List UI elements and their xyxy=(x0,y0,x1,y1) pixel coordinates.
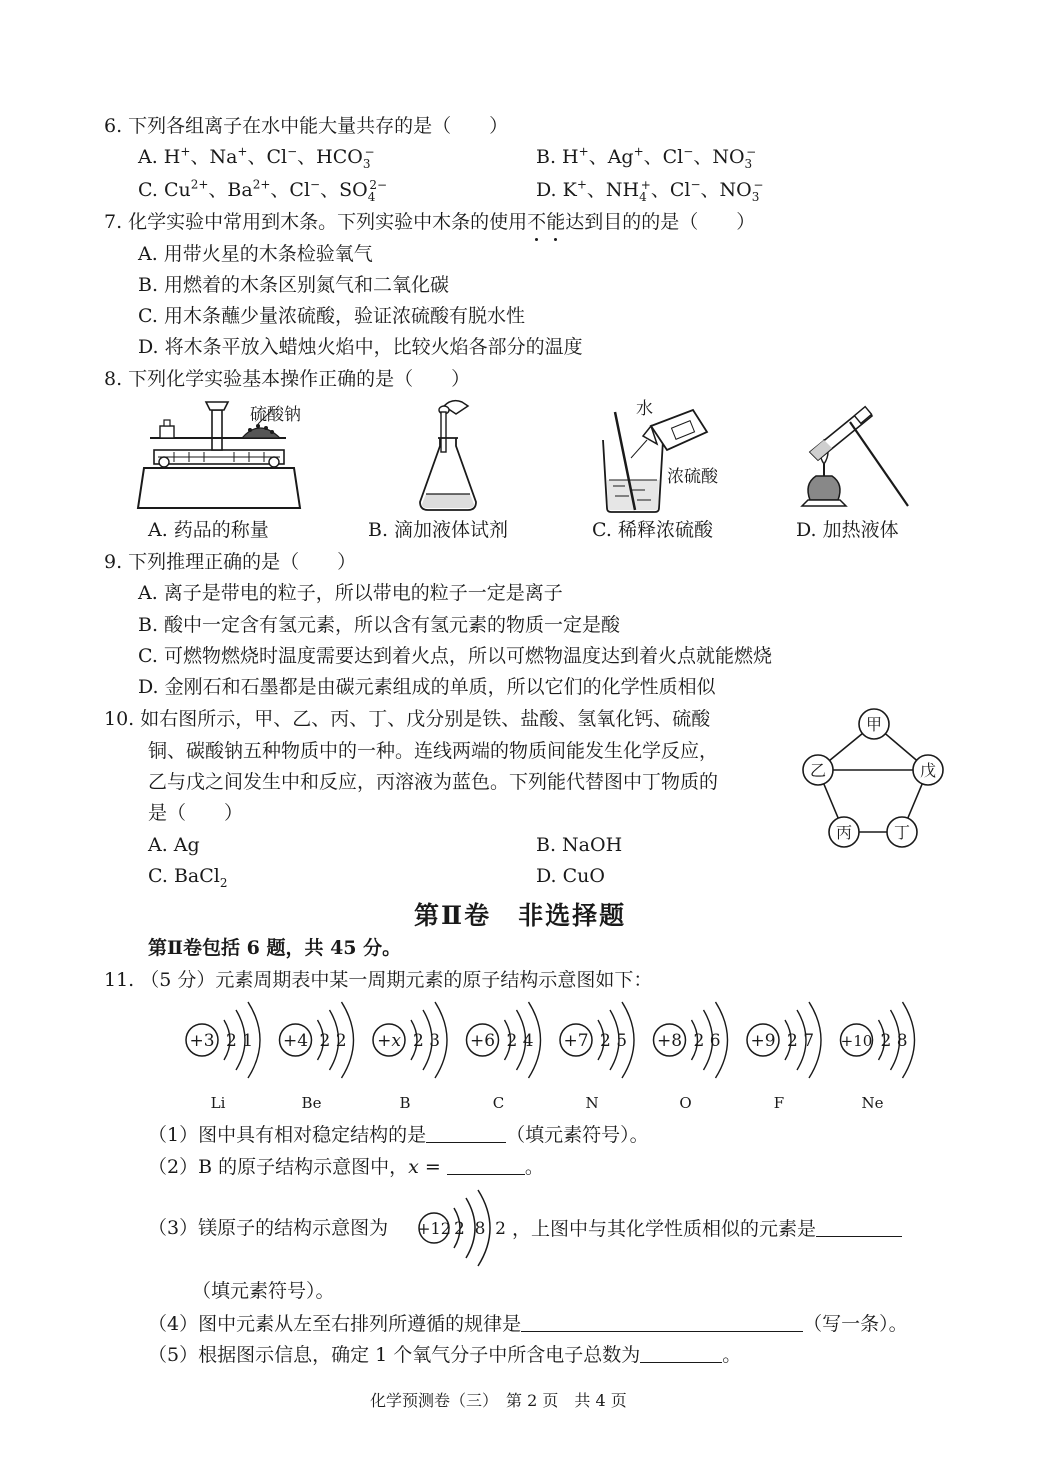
atom-ne xyxy=(841,1002,915,1112)
node-jia: 甲 xyxy=(865,715,883,734)
q7-stem: 7. 化学实验中常用到木条。下列实验中木条的使用不能达到目的的是（ ） xyxy=(104,211,756,233)
element-symbol: O xyxy=(679,1094,692,1112)
sub1-blank[interactable] xyxy=(426,1122,506,1143)
conc-acid-label: 浓硫酸 xyxy=(667,467,718,487)
pentagon-diagram xyxy=(800,704,950,854)
q10-option-d: D. CuO xyxy=(536,865,605,887)
nucleus-charge: +7 xyxy=(563,1031,589,1051)
atom-li xyxy=(186,1002,260,1112)
q10-line-3: 乙与戊之间发生中和反应，丙溶液为蓝色。下列能代替图中丁物质的 xyxy=(148,771,719,793)
electron-count: 2 7 xyxy=(787,1031,815,1051)
node-ding: 丁 xyxy=(893,823,911,842)
atom-f xyxy=(747,1002,821,1112)
element-symbol: N xyxy=(585,1094,599,1112)
section-intro: 第Ⅱ卷包括 6 题，共 45 分。 xyxy=(148,937,402,959)
nucleus-charge: +8 xyxy=(656,1031,683,1051)
node-wu: 戊 xyxy=(919,761,937,780)
electron-count: 2 8 xyxy=(880,1031,908,1051)
atom-c xyxy=(467,1002,541,1112)
electron-count: 2 6 xyxy=(693,1031,721,1051)
q8-option-d: D. 加热液体 xyxy=(796,519,899,541)
q11-sub3-pre: （3）镁原子的结构示意图为 xyxy=(148,1217,389,1239)
element-symbol: F xyxy=(773,1094,785,1112)
nucleus-charge: +6 xyxy=(469,1031,496,1051)
element-symbol: Li xyxy=(210,1094,226,1112)
nucleus-charge: +x xyxy=(377,1031,401,1051)
q10-option-c: C. BaCl$_2$ xyxy=(148,865,228,890)
node-yi: 乙 xyxy=(809,761,827,780)
sodium-sulfate-label: 硫酸钠 xyxy=(250,405,301,425)
q11-sub2: （2）B 的原子结构示意图中，x = 。 xyxy=(148,1156,544,1178)
q8-option-c: C. 稀释浓硫酸 xyxy=(592,519,713,541)
mg-electrons: 2 8 2 xyxy=(454,1219,506,1239)
element-symbol: C xyxy=(492,1094,505,1112)
electron-count: 2 1 xyxy=(226,1031,254,1051)
q10-option-a: A. Ag xyxy=(148,834,200,856)
atom-o xyxy=(654,1002,728,1112)
nucleus-charge: +10 xyxy=(840,1032,873,1050)
sub3-blank[interactable] xyxy=(816,1216,902,1237)
q7-option-a: A. 用带火星的木条检验氧气 xyxy=(138,243,373,265)
q6-option-a: A. H+、Na+、Cl−、$HCO_3^-$ xyxy=(138,144,375,171)
q10-line-2: 铜、碳酸钠五种物质中的一种。连线两端的物质间能发生化学反应， xyxy=(148,740,719,762)
electron-count: 2 3 xyxy=(413,1031,441,1051)
q6-option-d: D. K+、$NH_4^+$、Cl−、$NO_3^-$ xyxy=(536,177,764,204)
q6-option-b: B. H+、Ag+、Cl−、$NO_3^-$ xyxy=(536,144,757,171)
sub5-blank[interactable] xyxy=(640,1342,722,1363)
q10-line-1: 10. 如右图所示，甲、乙、丙、丁、戊分别是铁、盐酸、氢氧化钙、硫酸 xyxy=(104,708,711,730)
electron-count: 2 4 xyxy=(506,1031,534,1051)
electron-count: 2 2 xyxy=(319,1031,347,1051)
q7-option-c: C. 用木条蘸少量浓硫酸，验证浓硫酸有脱水性 xyxy=(138,305,525,327)
dilution-figure xyxy=(595,396,725,516)
q7-option-d: D. 将木条平放入蜡烛火焰中，比较火焰各部分的温度 xyxy=(138,336,583,358)
sub4-blank[interactable] xyxy=(521,1311,803,1332)
q11-sub5: （5）根据图示信息，确定 1 个氧气分子中所含电子总数为 。 xyxy=(148,1344,742,1366)
page-footer: 化学预测卷（三） 第 2 页 共 4 页 xyxy=(370,1391,627,1410)
atom-b xyxy=(373,1002,447,1112)
q10-line-4: 是（ ） xyxy=(148,802,244,824)
q11-sub3-post: ，上图中与其化学性质相似的元素是 xyxy=(512,1216,902,1241)
node-bing: 丙 xyxy=(835,823,853,842)
dropper-flask-figure xyxy=(412,398,492,516)
mg-atom-diagram xyxy=(414,1186,510,1272)
sub2-blank[interactable] xyxy=(447,1154,525,1175)
nucleus-charge: +9 xyxy=(750,1031,776,1051)
q11-sub1: （1）图中具有相对稳定结构的是 （填元素符号）。 xyxy=(148,1124,649,1146)
q6-stem: 6. 下列各组离子在水中能大量共存的是（ ） xyxy=(104,115,509,137)
q9-stem: 9. 下列推理正确的是（ ） xyxy=(104,551,357,573)
mg-nucleus: +12 xyxy=(417,1219,451,1238)
q9-option-d: D. 金刚石和石墨都是由碳元素组成的单质，所以它们的化学性质相似 xyxy=(138,676,716,698)
q9-option-a: A. 离子是带电的粒子，所以带电的粒子一定是离子 xyxy=(138,582,563,604)
q8-option-a: A. 药品的称量 xyxy=(148,519,269,541)
q10-option-b: B. NaOH xyxy=(536,834,623,856)
q6-option-c: C. $Cu^{2+}$、$Ba^{2+}$、Cl−、$SO_4^{2-}$ xyxy=(138,177,388,204)
water-label: 水 xyxy=(636,399,653,419)
element-symbol: B xyxy=(399,1094,411,1112)
q8-stem: 8. 下列化学实验基本操作正确的是（ ） xyxy=(104,368,471,390)
q7-option-b: B. 用燃着的木条区别氮气和二氧化碳 xyxy=(138,274,450,296)
atom-structure-row xyxy=(170,996,920,1114)
q8-option-b: B. 滴加液体试剂 xyxy=(368,519,509,541)
q11-stem: 11. （5 分）元素周期表中某一周期元素的原子结构示意图如下： xyxy=(104,969,653,991)
q11-sub4: （4）图中元素从左至右排列所遵循的规律是 （写一条）。 xyxy=(148,1313,908,1335)
q9-option-b: B. 酸中一定含有氢元素，所以含有氢元素的物质一定是酸 xyxy=(138,614,621,636)
section-title: 第Ⅱ卷 非选择题 xyxy=(414,901,627,930)
heating-figure xyxy=(790,396,920,516)
element-symbol: Ne xyxy=(861,1094,884,1112)
nucleus-charge: +4 xyxy=(282,1031,309,1051)
electron-count: 2 5 xyxy=(600,1031,628,1051)
atom-n xyxy=(560,1002,634,1112)
atom-be xyxy=(280,1002,354,1112)
element-symbol: Be xyxy=(301,1094,322,1112)
q11-sub3-line2: （填元素符号）。 xyxy=(192,1280,335,1302)
q9-option-c: C. 可燃物燃烧时温度需要达到着火点，所以可燃物温度达到着火点就能燃烧 xyxy=(138,645,772,667)
nucleus-charge: +3 xyxy=(189,1031,215,1051)
